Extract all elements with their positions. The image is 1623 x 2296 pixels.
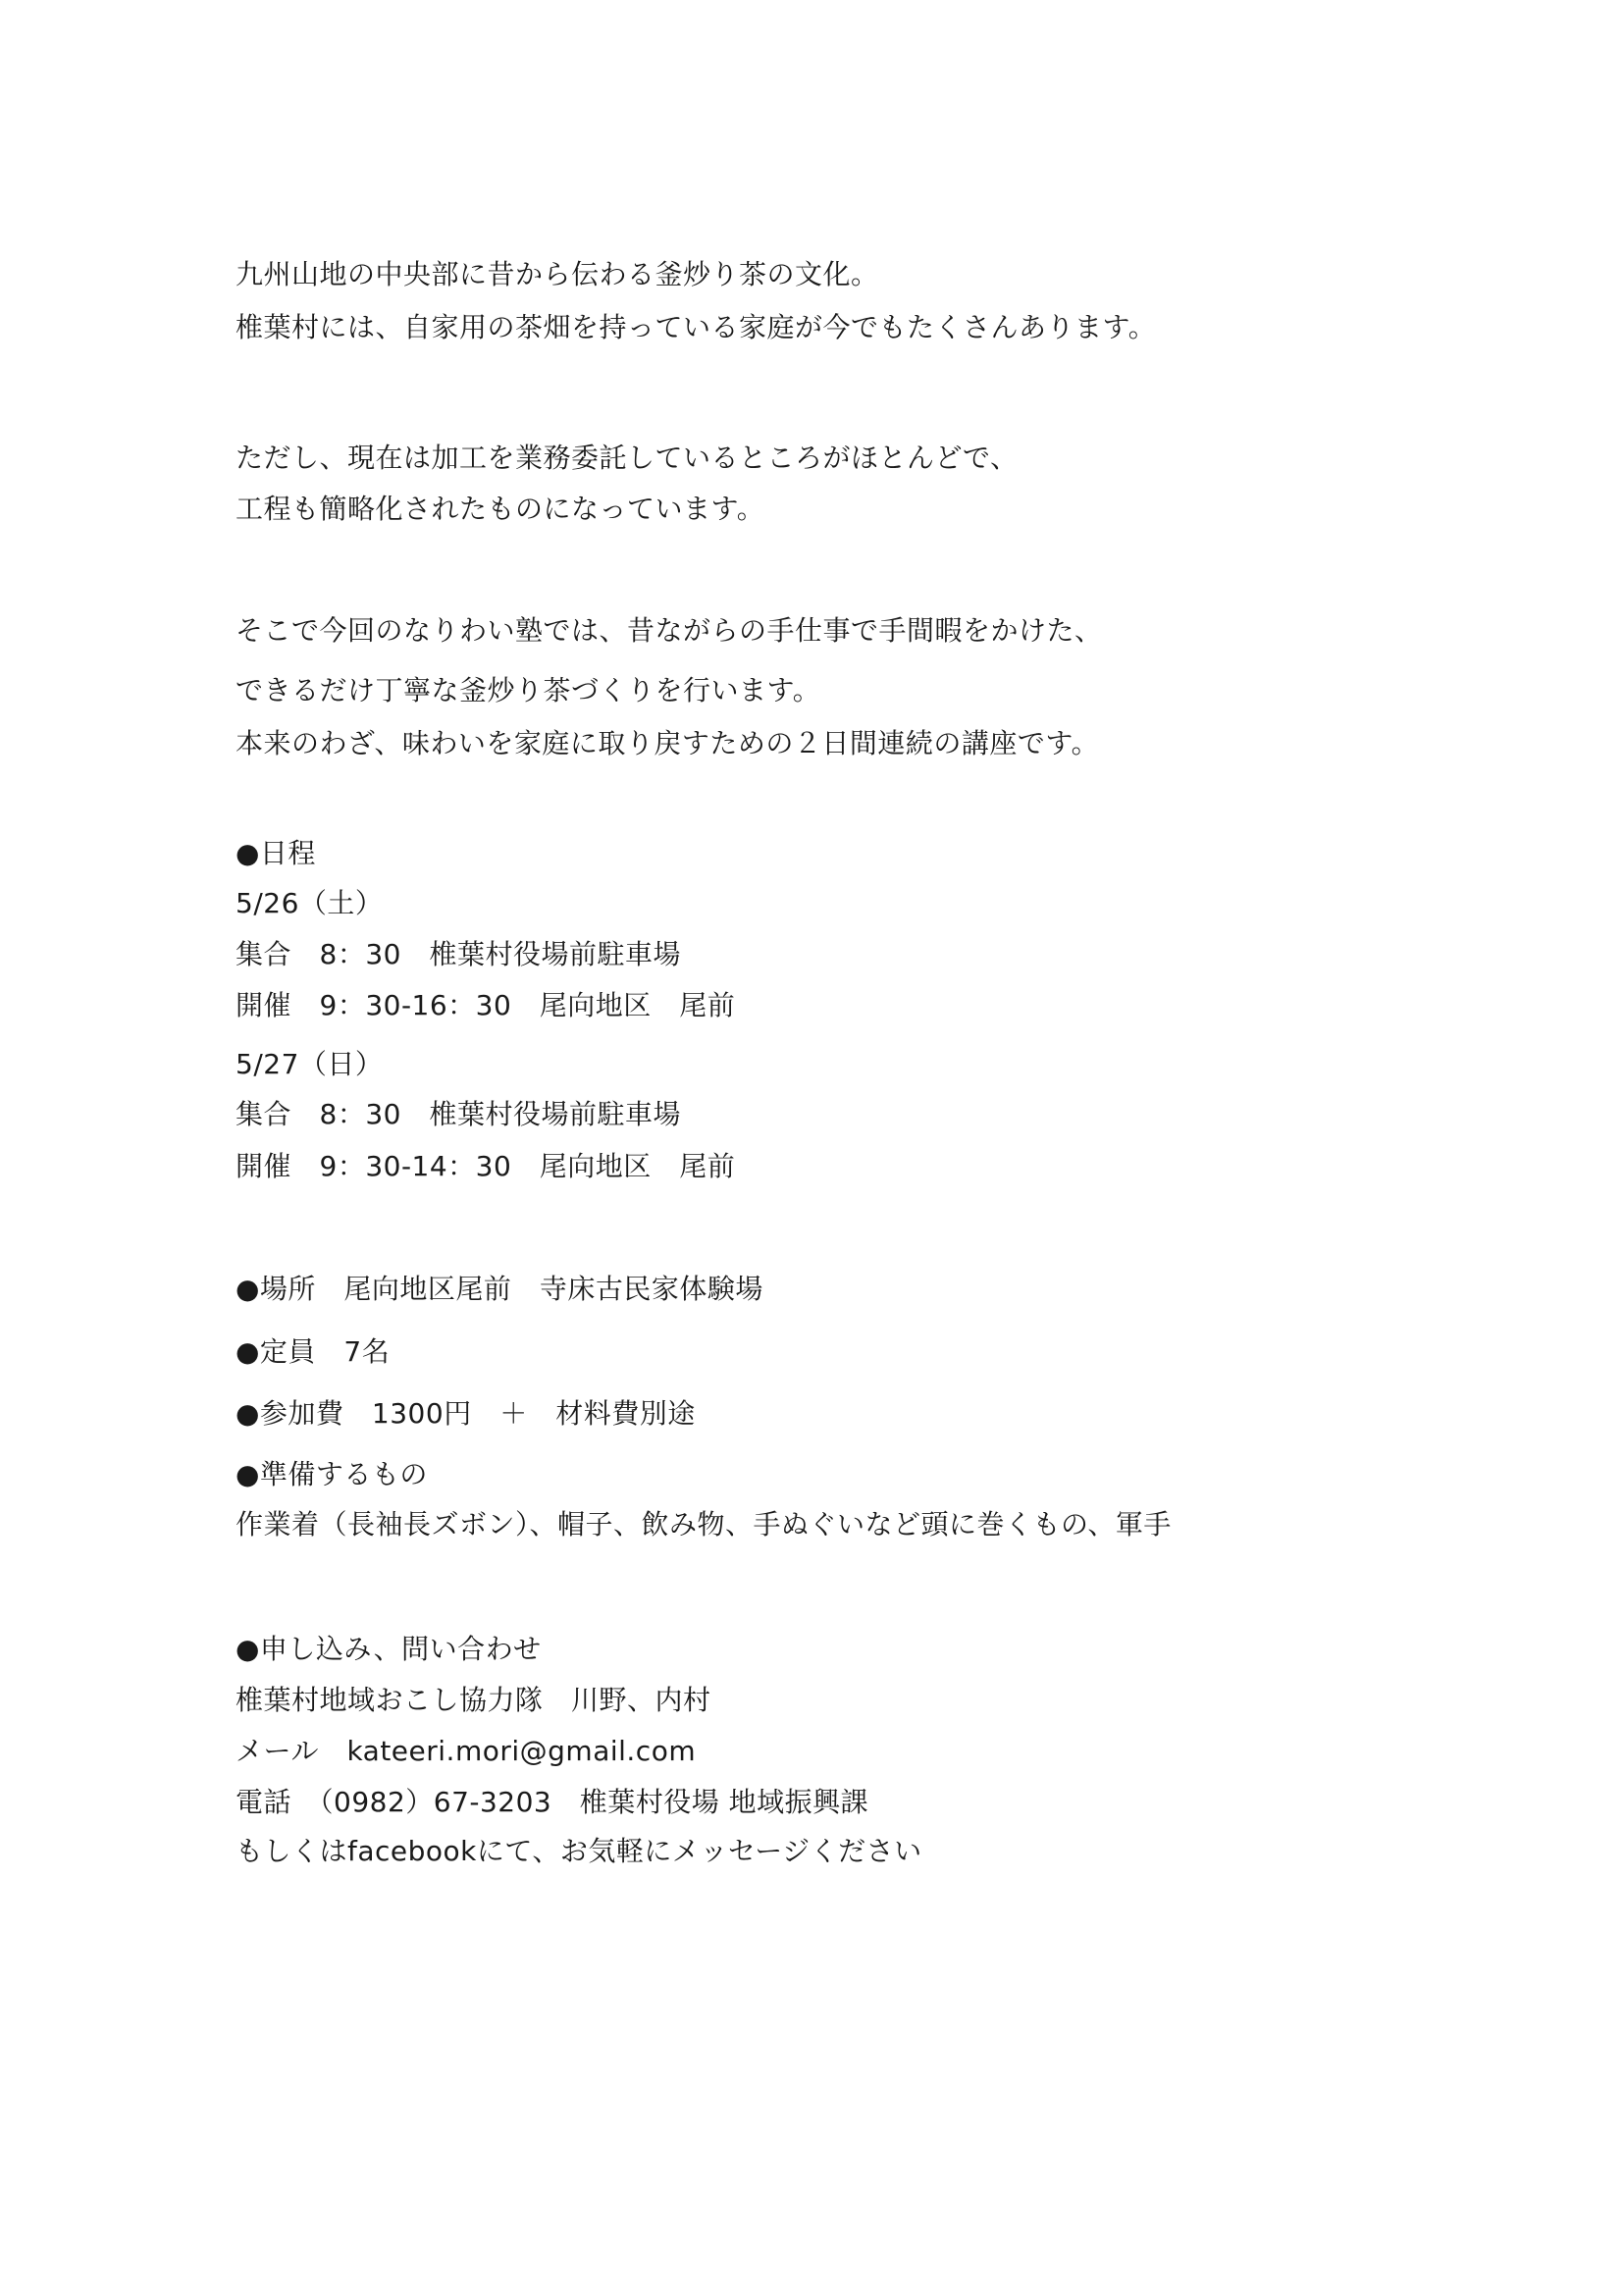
contact-org: 椎葉村地域おこし協力隊 川野、内村 — [236, 1684, 711, 1716]
schedule-day2-gather: 集合 8：30 椎葉村役場前駐車場 — [236, 1098, 681, 1130]
schedule-day1-gather: 集合 8：30 椎葉村役場前駐車場 — [236, 938, 681, 970]
schedule-day1-held: 開催 9：30-16：30 尾向地区 尾前 — [236, 989, 736, 1021]
schedule-day2-date: 5/27（日） — [236, 1048, 384, 1080]
schedule-day2-held: 開催 9：30-14：30 尾向地区 尾前 — [236, 1150, 736, 1182]
fee-line: ●参加費 1300円 ＋ 材料費別途 — [236, 1397, 696, 1430]
intro-line: そこで今回のなりわい塾では、昔ながらの手仕事で手間暇をかけた、 — [236, 614, 1103, 647]
intro-line: ただし、現在は加工を業務委託しているところがほとんどで、 — [236, 442, 1019, 474]
intro-line: 工程も簡略化されたものになっています。 — [236, 493, 765, 525]
intro-line: 九州山地の中央部に昔から伝わる釜炒り茶の文化。 — [236, 258, 879, 290]
place-line: ●場所 尾向地区尾前 寺床古民家体験場 — [236, 1273, 763, 1305]
intro-line: できるだけ丁寧な釜炒り茶づくりを行います。 — [236, 674, 821, 706]
intro-line: 本来のわざ、味わいを家庭に取り戻すための２日間連続の講座です。 — [236, 727, 1100, 759]
capacity-line: ●定員 7名 — [236, 1335, 391, 1368]
contact-mail: メール kateeri.mori@gmail.com — [236, 1735, 697, 1767]
schedule-heading: ●日程 — [236, 837, 316, 869]
intro-line: 椎葉村には、自家用の茶畑を持っている家庭が今でもたくさんあります。 — [236, 311, 1157, 343]
prepare-items: 作業着（長袖長ズボン）、帽子、飲み物、手ぬぐいなど頭に巻くもの、軍手 — [236, 1508, 1172, 1540]
contact-phone: 電話 （0982）67-3203 椎葉村役場 地域振興課 — [236, 1786, 869, 1818]
contact-heading: ●申し込み、問い合わせ — [236, 1633, 542, 1665]
prepare-heading: ●準備するもの — [236, 1458, 428, 1490]
schedule-day1-date: 5/26（土） — [236, 887, 384, 919]
contact-facebook: もしくはfacebookにて、お気軽にメッセージください — [236, 1835, 922, 1867]
